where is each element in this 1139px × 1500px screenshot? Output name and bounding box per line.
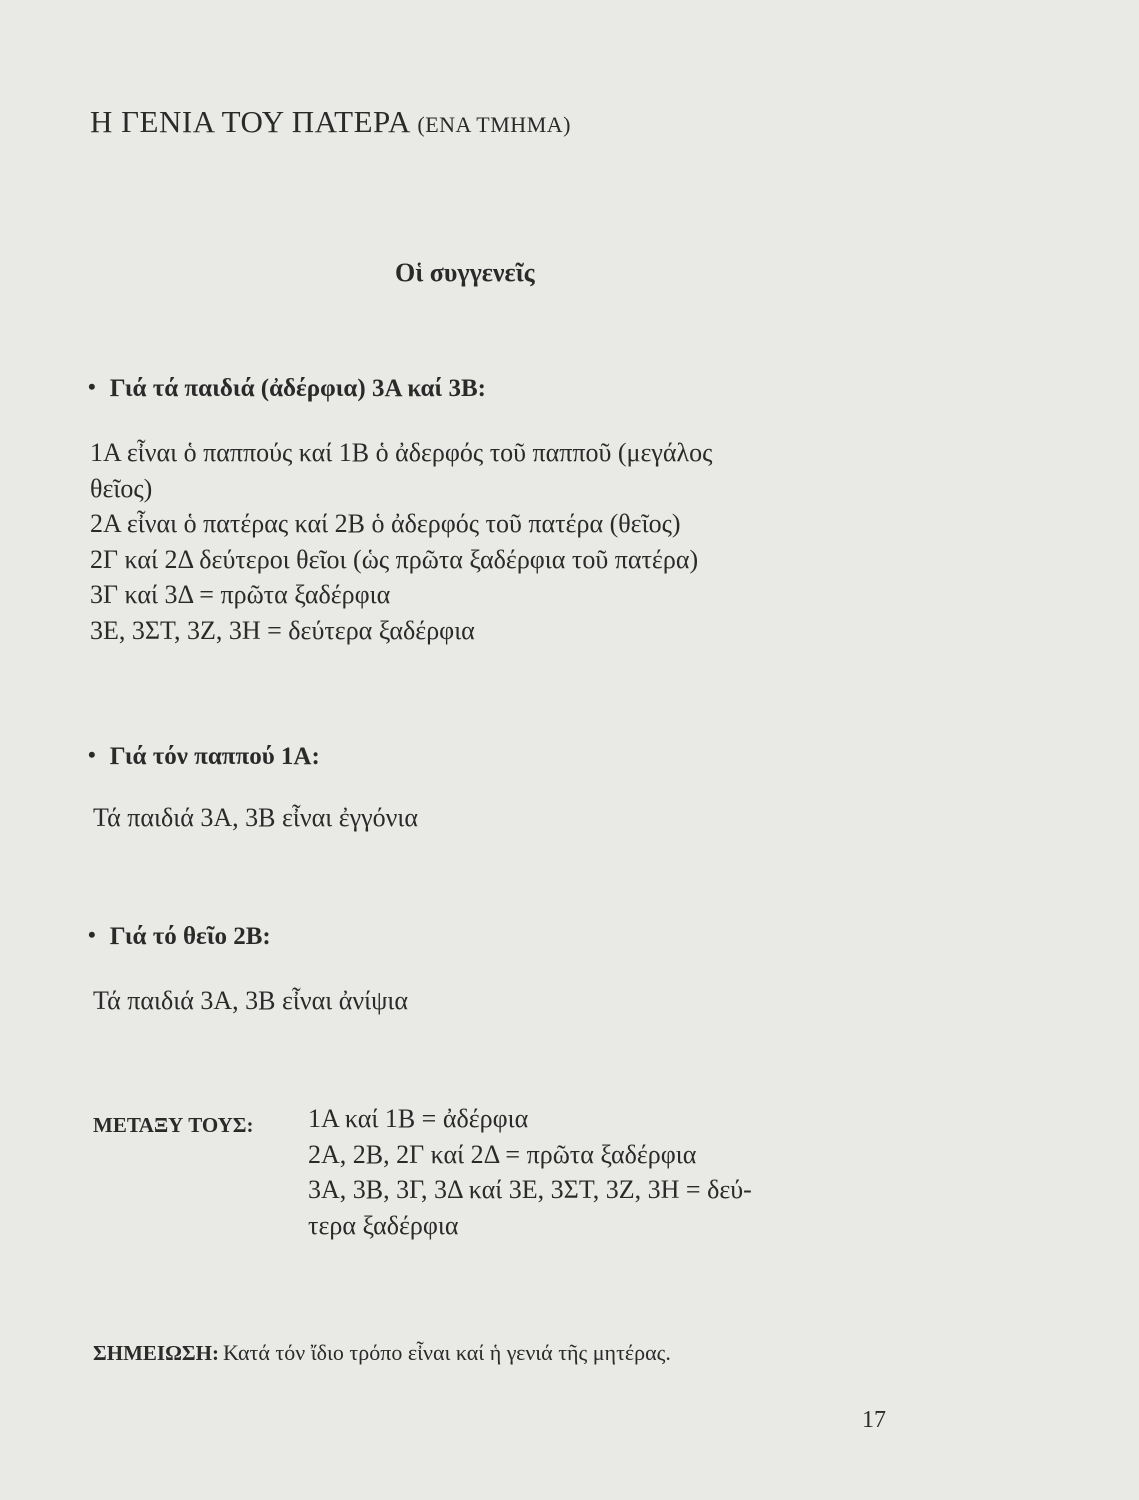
section-subtitle: Οἱ συγγενεῖς <box>395 258 535 287</box>
note <box>93 1340 671 1366</box>
section-heading-text: Γιά τόν παππού 1Α: <box>109 743 320 770</box>
body-line: 3Γ καί 3Δ = πρῶτα ξαδέρφια <box>90 580 391 609</box>
between-list <box>308 1101 752 1243</box>
section-body-grandfather <box>93 800 418 836</box>
section-heading-text: Γιά τά παιδιά (ἀδέρφια) 3Α καί 3Β: <box>109 375 486 402</box>
bullet-icon: • <box>88 742 96 767</box>
bullet-icon: • <box>88 922 96 947</box>
header-title: Η ΓΕΝΙΑ ΤΟΥ ΠΑΤΕΡΑ <box>90 104 410 139</box>
section-heading-text: Γιά τό θεῖο 2Β: <box>109 923 271 950</box>
body-line: Τά παιδιά 3Α, 3Β εἶναι ἀνίψια <box>93 986 408 1015</box>
body-line: 2Γ καί 2Δ δεύτεροι θεῖοι (ὡς πρῶτα ξαδέρφια τοῦ πατέρα) <box>90 544 699 574</box>
between-line: 3Α, 3Β, 3Γ, 3Δ καί 3Ε, 3ΣΤ, 3Ζ, 3Η = δεύ- <box>308 1175 752 1204</box>
note-text: Κατά τόν ἴδιο τρόπο εἶναι καί ἡ γενιά τῆς μητέρας. <box>222 1340 671 1365</box>
between-line: 2Α, 2Β, 2Γ καί 2Δ = πρῶτα ξαδέρφια <box>308 1139 697 1169</box>
body-line: 3Ε, 3ΣΤ, 3Ζ, 3Η = δεύτερα ξαδέρφια <box>90 615 475 645</box>
section-heading-grandfather <box>88 742 320 771</box>
note-label: ΣΗΜΕΙΩΣΗ: <box>93 1341 219 1365</box>
body-line: 2Α εἶναι ὁ πατέρας καί 2Β ὁ ἀδερφός τοῦ πατέρα (θεῖος) <box>90 509 681 538</box>
body-line: 1Α εἶναι ὁ παππούς καί 1Β ὁ ἀδερφός τοῦ παπποῦ (μεγάλος <box>90 438 713 467</box>
between-line: τερα ξαδέρφια <box>308 1210 459 1240</box>
between-line: 1Α καί 1Β = ἀδέρφια <box>308 1104 529 1133</box>
header-title-suffix: (ΕΝΑ ΤΜΗΜΑ) <box>417 112 571 137</box>
bullet-icon: • <box>88 374 96 399</box>
body-line: θεῖος) <box>90 473 153 503</box>
section-body-uncle <box>93 983 408 1019</box>
body-line: Τά παιδιά 3Α, 3Β εἶναι ἐγγόνια <box>93 803 418 832</box>
page-number: 17 <box>862 1407 886 1433</box>
section-heading-uncle <box>88 922 271 951</box>
section-body-children <box>90 435 712 648</box>
page-header <box>90 104 571 140</box>
section-heading-children <box>88 374 486 403</box>
between-label: ΜΕΤΑΞΥ ΤΟΥΣ: <box>93 1113 254 1137</box>
